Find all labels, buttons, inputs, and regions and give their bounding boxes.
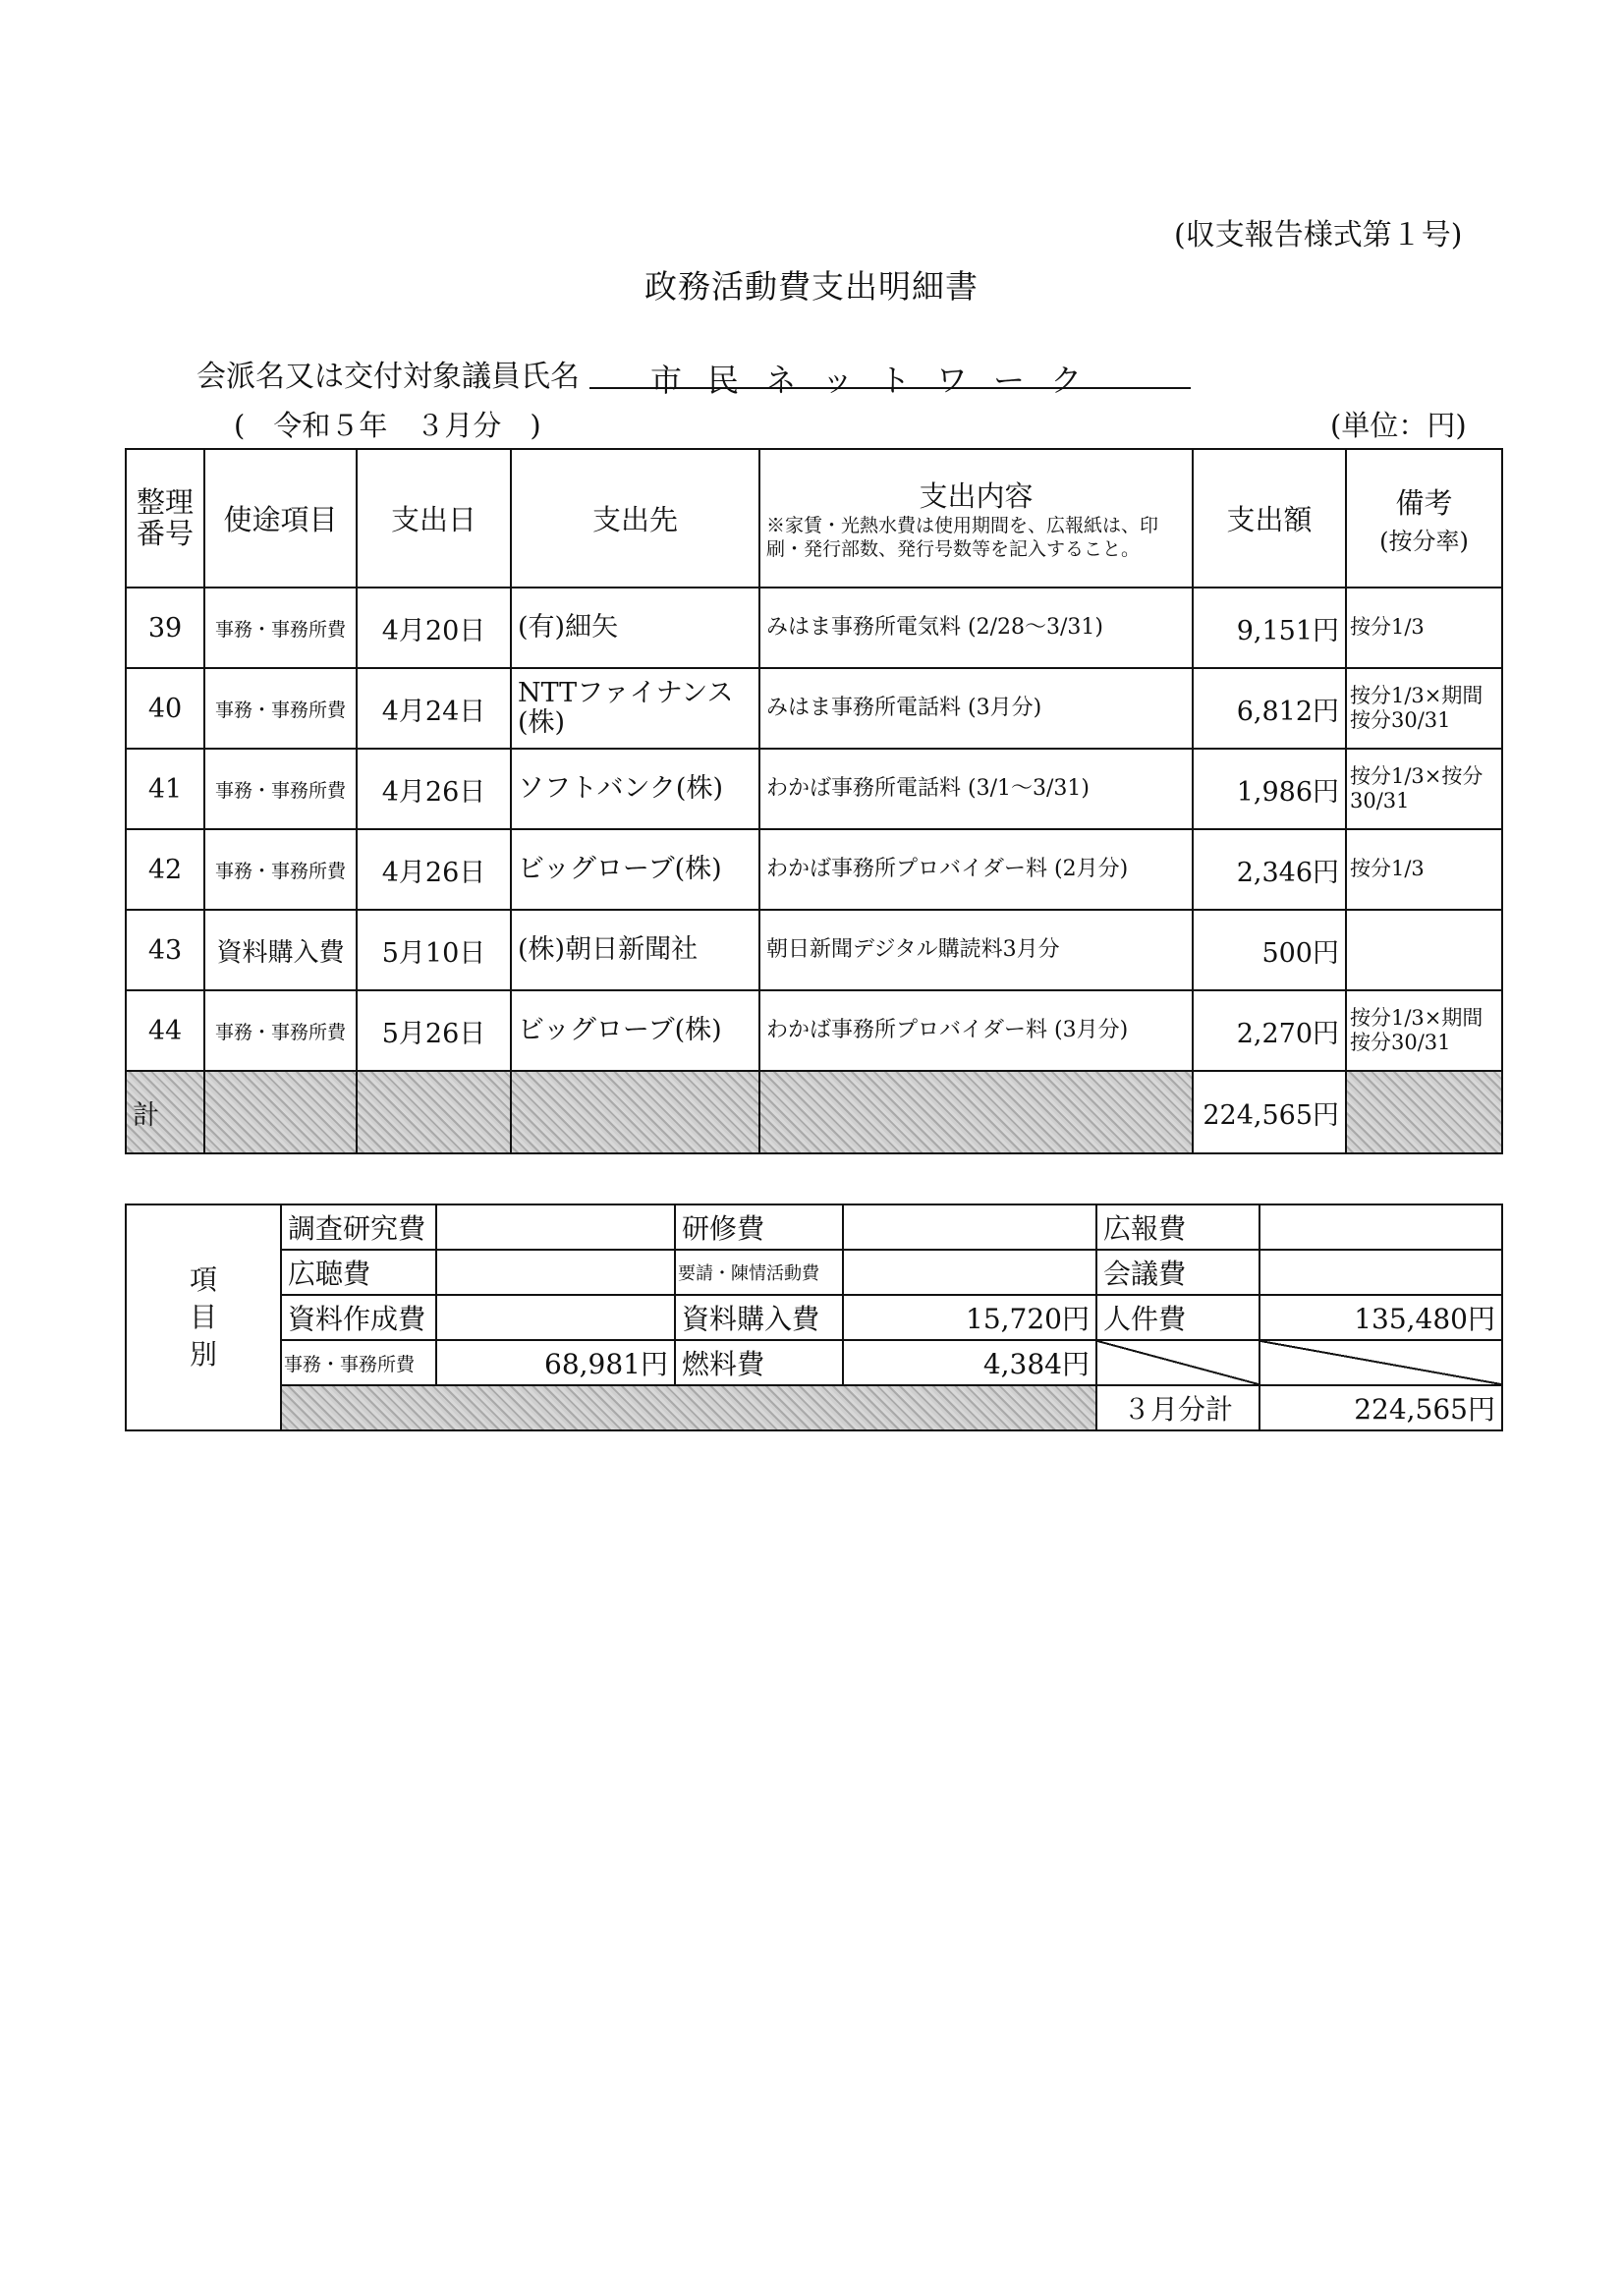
- summary-item-value: [1259, 1204, 1502, 1250]
- row-no: 42: [126, 829, 204, 910]
- table-row: [126, 829, 1502, 910]
- row-amount: 500円: [1193, 910, 1346, 990]
- row-remarks: 按分1/3×按分30/31: [1346, 749, 1502, 829]
- row-no: 41: [126, 749, 204, 829]
- header-content: [759, 449, 1193, 588]
- summary-item-label: 調査研究費: [281, 1204, 436, 1250]
- summary-item-label: 広報費: [1096, 1204, 1259, 1250]
- summary-item-value: 15,720円: [843, 1295, 1096, 1340]
- total-label: 計: [126, 1071, 204, 1153]
- faction-name: 市 民 ネ ッ ト ワ ー ク: [589, 356, 1191, 389]
- period: ( 令和５年 ３月分 ): [234, 409, 541, 442]
- row-date: 4月26日: [357, 829, 511, 910]
- shaded-cell: [1346, 1071, 1502, 1153]
- total-row: [126, 1071, 1502, 1153]
- summary-item-label: 人件費: [1096, 1295, 1259, 1340]
- row-remarks: 按分1/3: [1346, 588, 1502, 668]
- summary-row: [126, 1250, 1502, 1295]
- header-payee: 支出先: [511, 449, 759, 588]
- header-remarks-sub: (按分率): [1379, 527, 1469, 555]
- row-date: 4月24日: [357, 668, 511, 749]
- summary-item-label: 広聴費: [281, 1250, 436, 1295]
- struck-cell: [1259, 1340, 1502, 1385]
- table-row: [126, 668, 1502, 749]
- row-content: わかば事務所電話料 (3/1～3/31): [759, 749, 1193, 829]
- summary-item-value: 135,480円: [1259, 1295, 1502, 1340]
- row-date: 5月10日: [357, 910, 511, 990]
- row-no: 39: [126, 588, 204, 668]
- row-category: 事務・事務所費: [204, 990, 357, 1071]
- header-category: 使途項目: [204, 449, 357, 588]
- summary-item-label: 要請・陳情活動費: [675, 1250, 843, 1295]
- row-date: 4月26日: [357, 749, 511, 829]
- row-remarks: 按分1/3×期間按分30/31: [1346, 990, 1502, 1071]
- form-number: (収支報告様式第１号): [1174, 218, 1463, 252]
- header-no: 整理番号: [126, 449, 204, 588]
- summary-row: [126, 1340, 1502, 1385]
- faction-label: 会派名又は交付対象議員氏名: [196, 360, 580, 394]
- table-row: [126, 910, 1502, 990]
- summary-row: [126, 1204, 1502, 1250]
- row-remarks: 按分1/3: [1346, 829, 1502, 910]
- row-amount: 6,812円: [1193, 668, 1346, 749]
- summary-row: [126, 1295, 1502, 1340]
- unit-label: (単位：円): [1330, 409, 1467, 442]
- row-amount: 2,346円: [1193, 829, 1346, 910]
- page-title: 政務活動費支出明細書: [644, 267, 979, 306]
- header-remarks-title: 備考: [1395, 485, 1453, 520]
- summary-item-value: [436, 1250, 675, 1295]
- summary-row: [126, 1385, 1502, 1430]
- shaded-cell: [759, 1071, 1193, 1153]
- row-remarks: [1346, 910, 1502, 990]
- summary-item-value: 4,384円: [843, 1340, 1096, 1385]
- row-category: 事務・事務所費: [204, 588, 357, 668]
- month-total-label: ３月分計: [1096, 1385, 1259, 1430]
- row-date: 5月26日: [357, 990, 511, 1071]
- row-content: 朝日新聞デジタル購読料3月分: [759, 910, 1193, 990]
- header-date: 支出日: [357, 449, 511, 588]
- row-no: 43: [126, 910, 204, 990]
- row-content: みはま事務所電気料 (2/28～3/31): [759, 588, 1193, 668]
- struck-cell: [1096, 1340, 1259, 1385]
- row-payee: (有)細矢: [511, 588, 759, 668]
- row-category: 事務・事務所費: [204, 749, 357, 829]
- summary-item-value: 68,981円: [436, 1340, 675, 1385]
- month-total-value: 224,565円: [1259, 1385, 1502, 1430]
- summary-item-value: [1259, 1250, 1502, 1295]
- expense-table: [125, 448, 1503, 1154]
- summary-item-label: 資料購入費: [675, 1295, 843, 1340]
- shaded-cell: [281, 1385, 1096, 1430]
- summary-item-label: 研修費: [675, 1204, 843, 1250]
- row-date: 4月20日: [357, 588, 511, 668]
- row-content: わかば事務所プロバイダー料 (2月分): [759, 829, 1193, 910]
- table-row: [126, 588, 1502, 668]
- summary-item-value: [843, 1204, 1096, 1250]
- row-content: わかば事務所プロバイダー料 (3月分): [759, 990, 1193, 1071]
- table-row: [126, 990, 1502, 1071]
- row-category: 事務・事務所費: [204, 668, 357, 749]
- shaded-cell: [204, 1071, 357, 1153]
- row-content: みはま事務所電話料 (3月分): [759, 668, 1193, 749]
- row-category: 資料購入費: [204, 910, 357, 990]
- shaded-cell: [357, 1071, 511, 1153]
- summary-item-value: [436, 1204, 675, 1250]
- row-category: 事務・事務所費: [204, 829, 357, 910]
- summary-item-value: [843, 1250, 1096, 1295]
- summary-item-label: 資料作成費: [281, 1295, 436, 1340]
- row-no: 40: [126, 668, 204, 749]
- summary-item-value: [436, 1295, 675, 1340]
- header-remarks: [1346, 449, 1502, 588]
- total-amount: 224,565円: [1193, 1071, 1346, 1153]
- header-amount: 支出額: [1193, 449, 1346, 588]
- summary-item-label: 会議費: [1096, 1250, 1259, 1295]
- summary-item-label: 燃料費: [675, 1340, 843, 1385]
- row-payee: NTTファイナンス(株): [511, 668, 759, 749]
- row-amount: 9,151円: [1193, 588, 1346, 668]
- row-remarks: 按分1/3×期間按分30/31: [1346, 668, 1502, 749]
- category-summary-table: [125, 1204, 1503, 1431]
- header-content-note: ※家賃・光熱水費は使用期間を、広報紙は、印刷・発行部数、発行号数等を記入すること。: [766, 515, 1159, 560]
- row-payee: ソフトバンク(株): [511, 749, 759, 829]
- row-payee: ビッグローブ(株): [511, 990, 759, 1071]
- row-payee: ビッグローブ(株): [511, 829, 759, 910]
- summary-side-text: 項目別: [189, 1263, 217, 1371]
- summary-item-label: 事務・事務所費: [281, 1340, 436, 1385]
- summary-side-label: [126, 1204, 281, 1430]
- row-amount: 2,270円: [1193, 990, 1346, 1071]
- header-content-title: 支出内容: [919, 479, 1034, 514]
- row-amount: 1,986円: [1193, 749, 1346, 829]
- shaded-cell: [511, 1071, 759, 1153]
- row-payee: (株)朝日新聞社: [511, 910, 759, 990]
- row-no: 44: [126, 990, 204, 1071]
- table-header: [126, 449, 1502, 588]
- table-row: [126, 749, 1502, 829]
